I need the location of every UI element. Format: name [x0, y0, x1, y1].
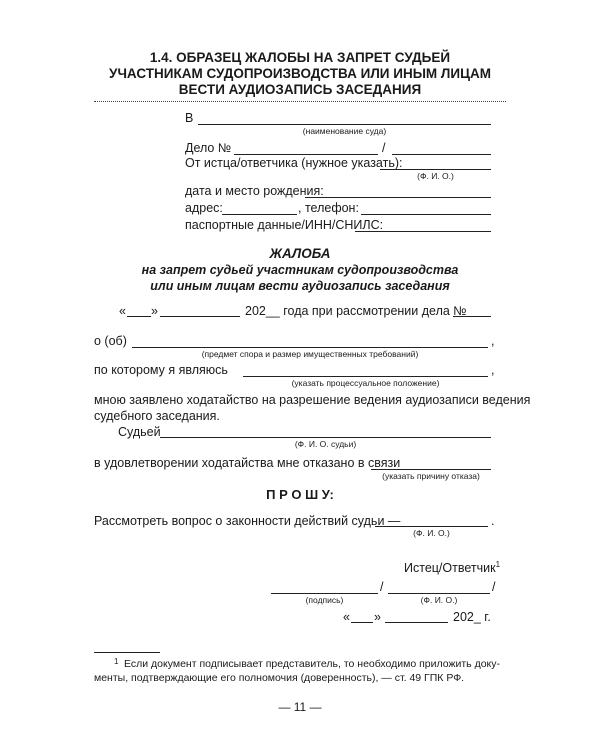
judge-label: Судьей	[118, 425, 161, 439]
about-label: о (об)	[94, 334, 127, 348]
judge-caption: (Ф. И. О. судьи)	[294, 439, 357, 449]
about-comma: ,	[491, 334, 495, 348]
request-period: .	[491, 514, 495, 528]
role-comma: ,	[491, 363, 495, 377]
refused-line	[371, 469, 491, 470]
request-fio-caption: (Ф. И. О.)	[413, 528, 450, 538]
request-heading: П Р О Ш У:	[266, 487, 334, 502]
page-number: — 11 —	[278, 700, 322, 714]
case-ref-line	[453, 316, 491, 317]
passport-label: паспортные данные/ИНН/СНИЛС:	[185, 218, 384, 232]
date-day-line	[127, 316, 151, 317]
footnote-mark: 1	[114, 657, 119, 666]
sign-year-text: 202_ г.	[453, 610, 491, 624]
phone-label: , телефон:	[298, 201, 359, 215]
case-year-line	[392, 154, 491, 155]
title-line-1: 1.4. ОБРАЗЕЦ ЖАЛОБЫ НА ЗАПРЕТ СУДЬЕЙ	[149, 50, 451, 65]
phone-line	[361, 214, 491, 215]
role-caption: (указать процессуальное положение)	[291, 378, 440, 388]
title-line-2: УЧАСТНИКАМ СУДОПРОИЗВОДСТВА ИЛИ ИНЫМ ЛИЦАМ	[109, 66, 491, 81]
refused-label: в удовлетворении ходатайства мне отказано в связи	[94, 456, 401, 470]
complaint-heading: ЖАЛОБА	[269, 246, 331, 261]
footnote-divider	[94, 652, 160, 653]
request-fio-line	[375, 526, 488, 527]
from-fio-caption: (Ф. И. О.)	[417, 171, 454, 181]
case-slash: /	[382, 141, 386, 155]
from-label: От истца/ответчика (нужное указать):	[185, 156, 403, 170]
signature-fio-caption: (Ф. И. О.)	[420, 595, 458, 605]
petition-line-2: судебного заседания.	[94, 409, 220, 423]
about-caption: (предмет спора и размер имущественных требований)	[201, 349, 419, 359]
signature-slash-2: /	[492, 580, 496, 594]
title-line-3: ВЕСТИ АУДИОЗАПИСЬ ЗАСЕДАНИЯ	[178, 82, 422, 97]
signature-fio-line	[388, 593, 490, 594]
signature-sign-line	[271, 593, 378, 594]
petition-line-1: мною заявлено ходатайство на разрешение ведения аудиозаписи ведения	[94, 393, 531, 407]
refused-caption: (указать причину отказа)	[382, 471, 480, 481]
sign-date-day-line	[351, 622, 373, 623]
role-line	[243, 376, 488, 377]
sign-date-close-quote: »	[374, 610, 381, 624]
signature-label: Истец/Ответчик$^1$	[404, 560, 501, 576]
role-label: по которому я являюсь	[94, 363, 228, 377]
address-label: адрес:	[185, 201, 223, 215]
court-caption: (наименование суда)	[302, 126, 387, 136]
footnote-line-2: менты, подтверждающие его полномочия (доверенность), — ст. 49 ГПК РФ.	[94, 672, 465, 684]
year-text: 202__ года при рассмотрении дела №	[245, 304, 467, 318]
court-line	[198, 124, 491, 125]
signature-sign-caption: (подпись)	[305, 595, 344, 605]
sign-date-open-quote: «	[343, 610, 350, 624]
from-fio-line	[380, 169, 491, 170]
date-open-quote: «	[119, 304, 126, 318]
date-close-quote: »	[151, 304, 158, 318]
case-label: Дело №	[185, 141, 232, 155]
sign-date-month-line	[385, 622, 448, 623]
to-label: В	[185, 111, 194, 125]
signature-slash-1: /	[380, 580, 384, 594]
date-month-line	[160, 316, 240, 317]
title-divider	[94, 101, 506, 102]
about-line	[132, 347, 488, 348]
case-number-line	[234, 154, 378, 155]
birth-label: дата и место рождения:	[185, 184, 324, 198]
request-text: Рассмотреть вопрос о законности действий судьи —	[94, 514, 401, 528]
footnote-line-1: Если документ подписывает представитель, то необходимо приложить доку-	[124, 658, 500, 670]
complaint-subheading-2: или иным лицам вести аудиозапись заседания	[150, 279, 450, 293]
birth-line	[305, 197, 491, 198]
complaint-subheading-1: на запрет судьей участникам судопроизводства	[141, 263, 459, 277]
address-line	[222, 214, 297, 215]
judge-line	[160, 437, 491, 438]
signature-footnote-mark: 1	[495, 560, 501, 569]
passport-line	[355, 231, 491, 232]
